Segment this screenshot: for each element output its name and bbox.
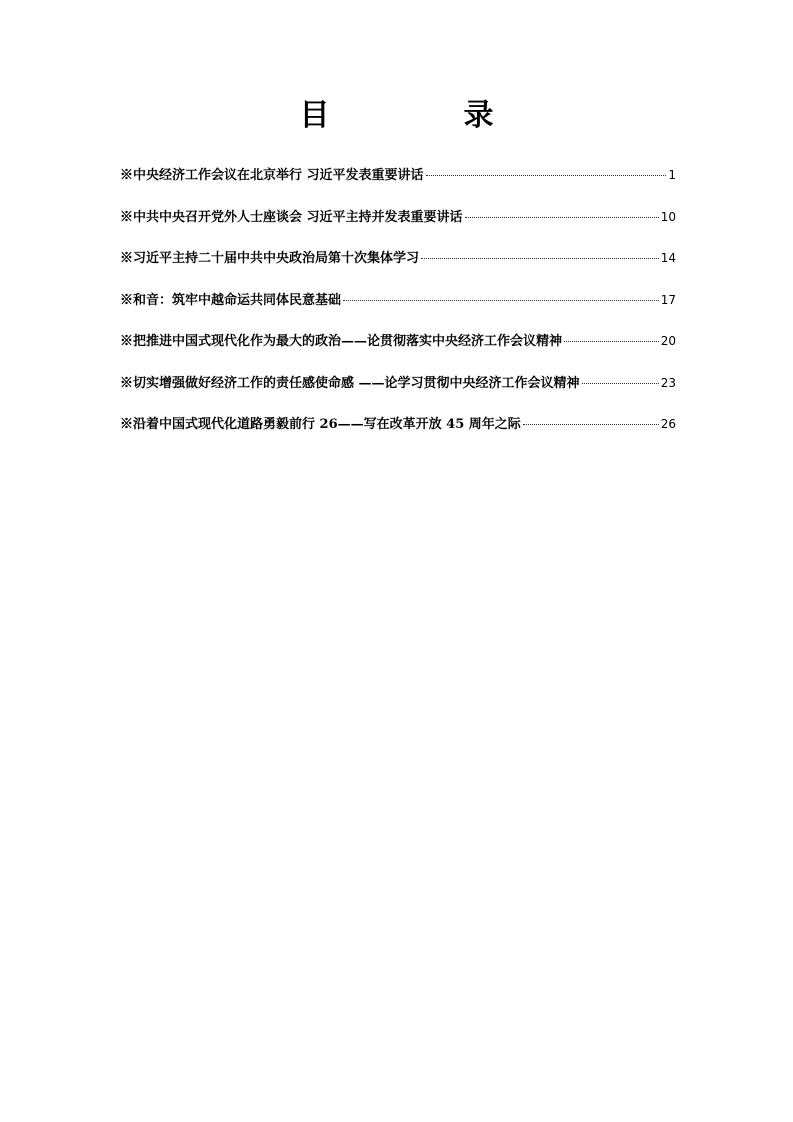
toc-entry-text: ※把推进中国式现代化作为最大的政治——论贯彻落实中央经济工作会议精神 [120,334,563,349]
toc-list [120,164,676,455]
toc-entry-text: ※和音：筑牢中越命运共同体民意基础 [120,292,342,308]
toc-dot-leader [523,424,659,425]
toc-entry[interactable] [120,372,676,414]
toc-entry[interactable] [120,289,676,331]
toc-entry[interactable] [120,413,676,455]
toc-entry[interactable] [120,330,676,372]
toc-entry-text: ※沿着中国式现代化道路勇毅前行 26——写在改革开放 45 周年之际 [120,417,521,432]
toc-entry-page-number: 23 [660,375,676,390]
toc-entry-page-number: 10 [660,209,676,224]
toc-entry-text: ※中央经济工作会议在北京举行 习近平发表重要讲话 [120,168,424,183]
toc-dot-leader [426,175,667,176]
toc-entry[interactable] [120,164,676,206]
toc-dot-leader [465,217,659,218]
toc-entry-page-number: 1 [668,168,676,182]
toc-entry-page-number: 26 [660,417,676,431]
toc-entry[interactable] [120,206,676,248]
toc-dot-leader [582,383,659,384]
toc-dot-leader [421,258,659,259]
toc-dot-leader [564,341,659,342]
toc-entry-text: ※切实增强做好经济工作的责任感使命感 ——论学习贯彻中央经济工作会议精神 [120,375,580,391]
toc-entry[interactable] [120,247,676,289]
toc-dot-leader [343,300,659,301]
toc-title: 目 录 [299,98,546,133]
toc-entry-page-number: 20 [660,334,676,348]
toc-entry-page-number: 17 [660,292,676,307]
toc-entry-text: ※中共中央召开党外人士座谈会 习近平主持并发表重要讲话 [120,209,463,225]
toc-entry-text: ※习近平主持二十届中共中央政治局第十次集体学习 [120,251,420,266]
toc-entry-page-number: 14 [660,251,676,265]
